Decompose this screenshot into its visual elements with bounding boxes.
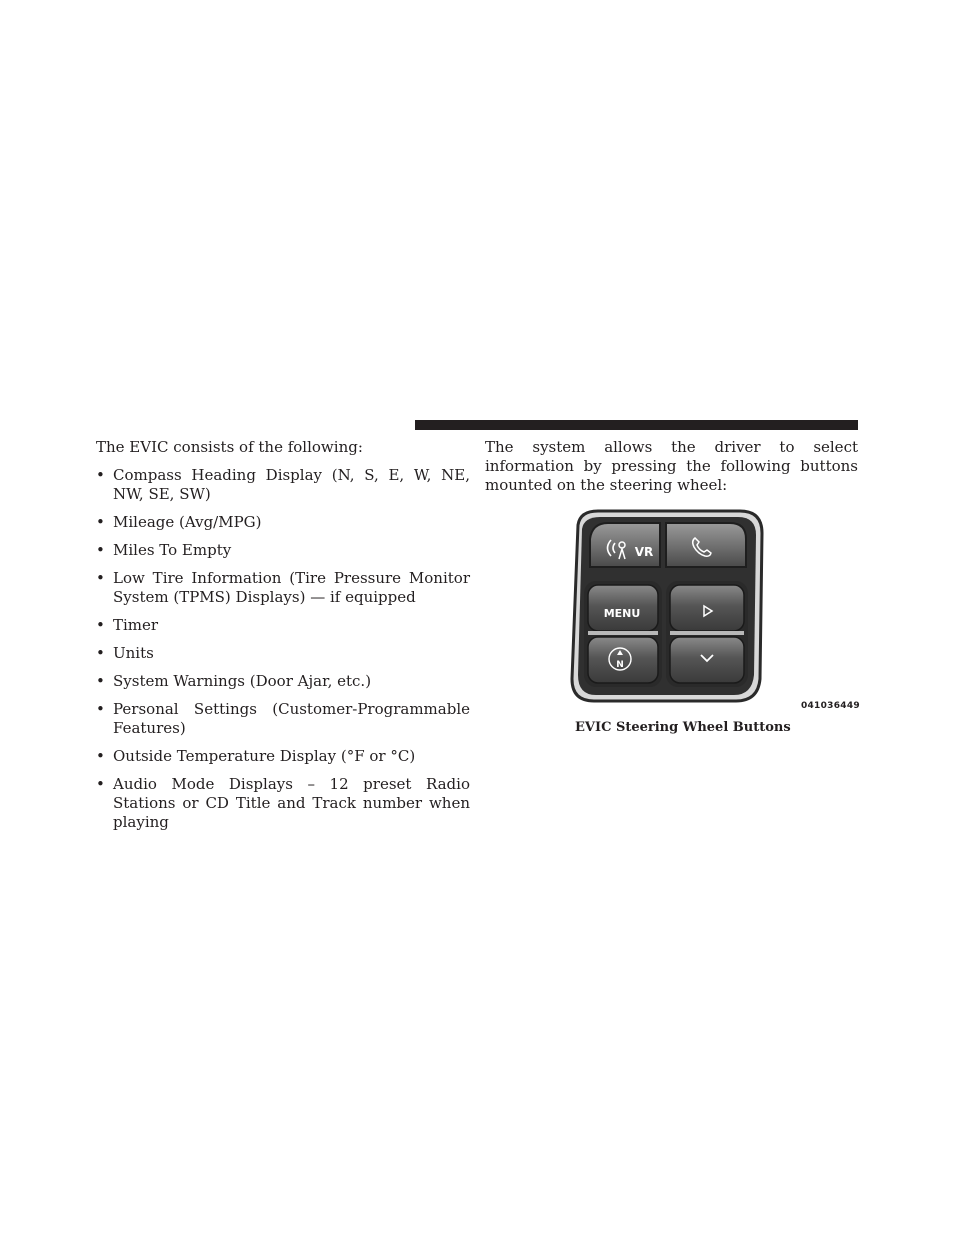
bullet-icon: • [96, 513, 105, 531]
intro-text: The EVIC consists of the following: [96, 438, 363, 456]
bullet-icon: • [96, 775, 105, 793]
bullet-icon: • [96, 700, 105, 718]
phone-button[interactable] [666, 523, 746, 567]
bullet-icon: • [96, 747, 105, 765]
bullet-icon: • [96, 644, 105, 662]
list-item: • Personal Settings (Customer-Programmable Features) [96, 700, 470, 737]
list-item: • Timer [96, 616, 159, 634]
figure-caption: EVIC Steering Wheel Buttons [575, 720, 791, 735]
list-item: • System Warnings (Door Ajar, etc.) [96, 672, 372, 690]
section-header-bar [415, 420, 858, 430]
vr-button[interactable] [590, 523, 660, 567]
vr-label: VR [634, 545, 654, 559]
figure-code: 041036449 [800, 701, 860, 711]
bullet-icon: • [96, 541, 105, 559]
list-item: • Compass Heading Display (N, S, E, W, NE, NW, SE, SW) [96, 466, 470, 503]
evic-buttons-figure [564, 503, 860, 715]
right-column [485, 438, 858, 495]
left-column [96, 438, 470, 841]
bullet-icon: • [96, 466, 105, 484]
menu-label: MENU [603, 607, 641, 620]
evic-feature-list [96, 466, 470, 832]
system-description: The system allows the driver to select information by pressing the following buttons mounted on the steering wheel: [485, 438, 858, 494]
bullet-icon: • [96, 569, 105, 587]
list-item: • Miles To Empty [96, 541, 232, 559]
list-item: • Low Tire Information (Tire Pressure Monitor System (TPMS) Displays) — if equipped [96, 569, 470, 606]
down-button[interactable] [670, 637, 744, 683]
list-item: • Mileage (Avg/MPG) [96, 513, 262, 531]
bullet-icon: • [96, 672, 105, 690]
steering-wheel-buttons-illustration [564, 503, 860, 715]
compass-button[interactable] [588, 637, 658, 683]
divider [588, 631, 658, 635]
bullet-icon: • [96, 616, 105, 634]
divider [670, 631, 744, 635]
list-item: • Outside Temperature Display (°F or °C) [96, 747, 416, 765]
list-item: • Audio Mode Displays – 12 preset Radio Stations or CD Title and Track number when playing [96, 775, 470, 831]
compass-label: N [616, 660, 624, 670]
list-item: • Units [96, 644, 154, 662]
